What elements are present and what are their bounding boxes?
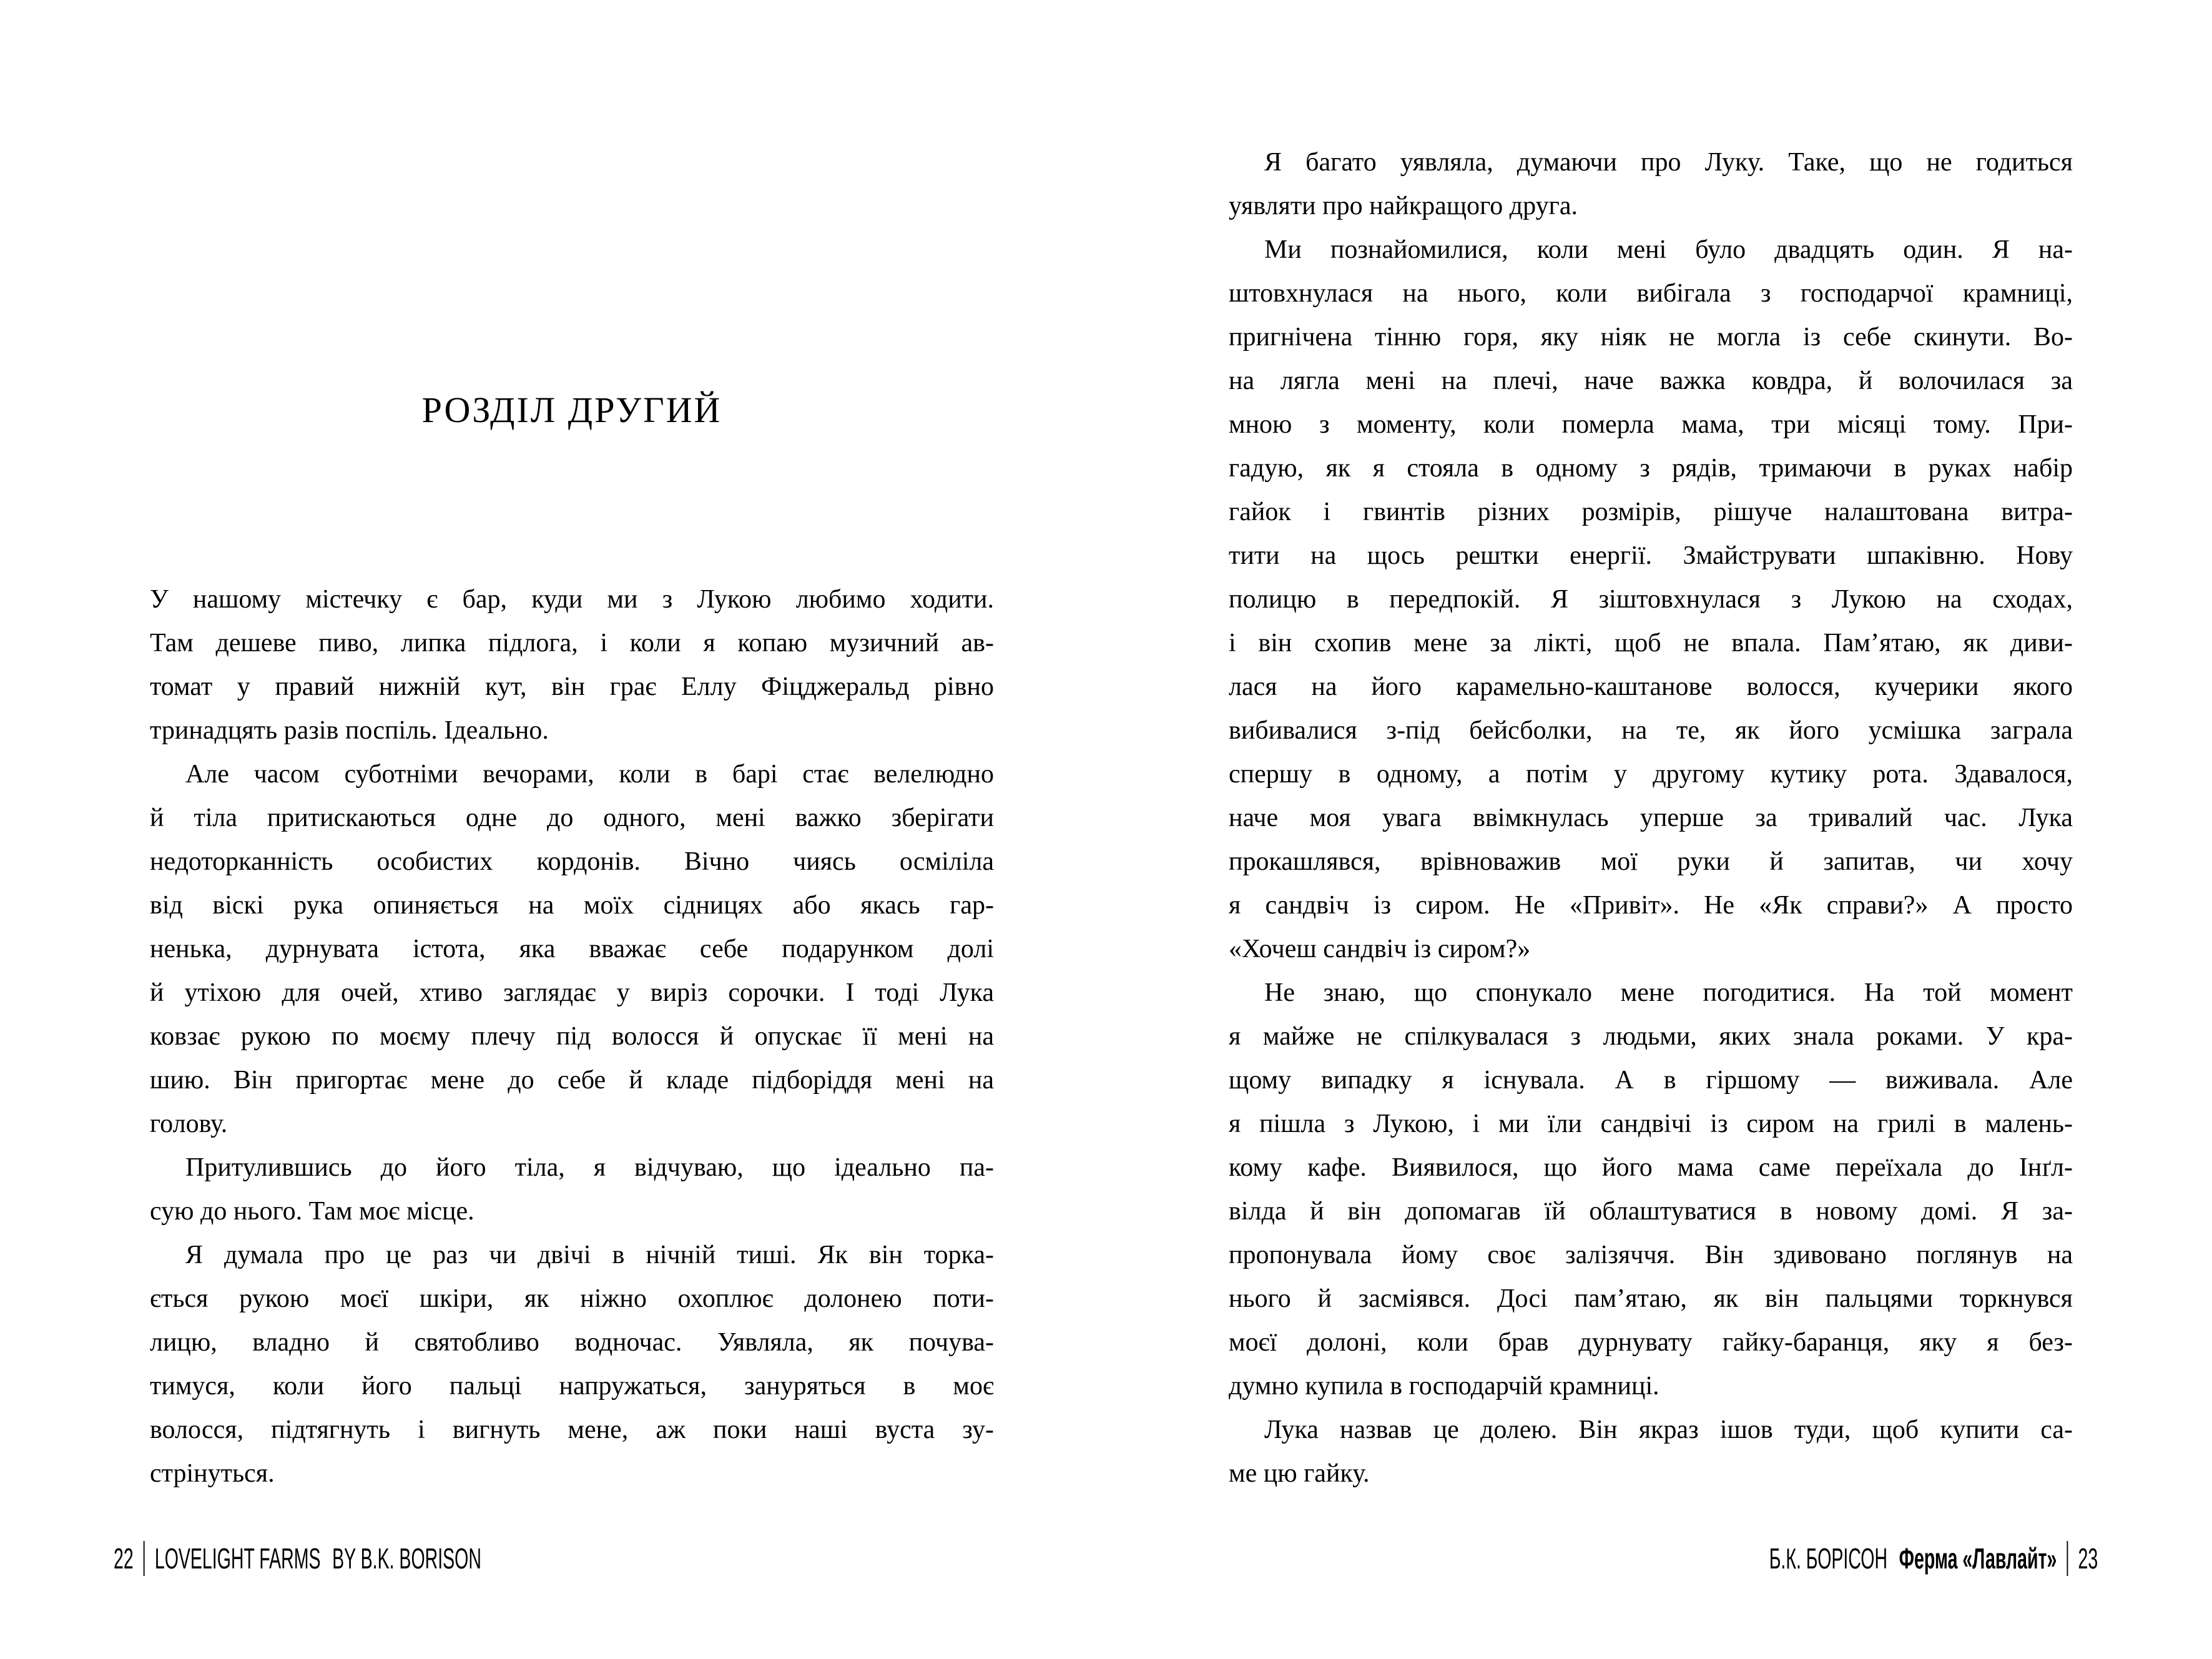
chapter-title: РОЗДІЛ ДРУГИЙ xyxy=(421,390,722,430)
text-line: лася на його карамельно-каштанове волосся, кучерики якого xyxy=(1229,672,2073,701)
text-line: і він схопив мене за лікті, щоб не впала. Пам’ятаю, як диви- xyxy=(1229,629,2073,657)
text-line: Не знаю, що спонукало мене погодитися. На той момент xyxy=(1264,978,2073,1007)
text-line: мною з моменту, коли померла мама, три місяці тому. При- xyxy=(1229,410,2073,439)
text-line: томат у правий нижній кут, він грає Еллу Фіцджеральд рівно xyxy=(150,672,994,701)
text-line: вибивалися з-під бейсболки, на те, як його усмішка заграла xyxy=(1229,716,2073,745)
text-line: недоторканність особистих кордонів. Вічно чиясь осміліла xyxy=(150,847,994,876)
text-line: ється рукою моєї шкіри, як ніжно охоплює долонею поти- xyxy=(150,1284,994,1313)
right-page-text-block xyxy=(1229,140,2073,1495)
text-line: я пішла з Лукою, і ми їли сандвічі із сиром на грилі в малень- xyxy=(1229,1110,2073,1138)
text-line: сую до нього. Там моє місце. xyxy=(150,1197,474,1226)
text-line: Лука назвав це долею. Він якраз ішов туди, щоб купити са- xyxy=(1264,1415,2073,1444)
text-line: штовхнулася на нього, коли вибігала з господарчої крамниці, xyxy=(1229,279,2073,308)
text-line: нього й засміявся. Досі пам’ятаю, як він пальцями торкнувся xyxy=(1229,1284,2073,1313)
text-line: вілда й він допомагав їй облаштуватися в новому домі. Я за- xyxy=(1229,1197,2073,1226)
text-line: шию. Він пригортає мене до себе й кладе підборіддя мені на xyxy=(150,1066,994,1095)
text-line: й утіхою для очей, хтиво заглядає у виріз сорочки. І тоді Лука xyxy=(150,978,994,1007)
text-line: прокашлявся, врівноважив мої руки й запитав, чи хочу xyxy=(1229,847,2073,876)
footer-author-left: BY B.K. BORISON xyxy=(332,1542,481,1575)
text-line: гадую, як я стояла в одному з рядів, тримаючи в руках набір xyxy=(1229,454,2073,483)
page-number-right: 23 xyxy=(2078,1542,2098,1575)
text-line: Я багато уявляла, думаючи про Луку. Таке, що не годиться xyxy=(1264,148,2073,177)
footer-left xyxy=(114,1540,481,1577)
text-line: Але часом суботніми вечорами, коли в барі стає велелюдно xyxy=(185,760,994,789)
text-line: я майже не спілкувалася з людьми, яких знала роками. У кра- xyxy=(1229,1022,2073,1051)
text-line: я сандвіч із сиром. Не «Привіт». Не «Як справи?» А просто xyxy=(1229,891,2073,920)
footer-right xyxy=(1769,1540,2098,1577)
text-line: гайок і гвинтів різних розмірів, рішуче налаштована витра- xyxy=(1229,498,2073,526)
text-line: стрінуться. xyxy=(150,1459,275,1488)
text-line: й тіла притискаються одне до одного, мені важко зберігати xyxy=(150,804,994,832)
page-number-left: 22 xyxy=(114,1542,134,1575)
text-line: від віскі рука опиняється на моїх сідницях або якась гар- xyxy=(150,891,994,920)
page-right xyxy=(1106,0,2212,1659)
text-line: Ми познайомилися, коли мені було двадцять один. Я на- xyxy=(1264,235,2073,264)
text-line: лицю, владно й святобливо водночас. Уявляла, як почува- xyxy=(150,1328,994,1357)
text-line: моєї долоні, коли брав дурнувату гайку-баранця, яку я без- xyxy=(1229,1328,2073,1357)
text-line: ненька, дурнувата істота, яка вважає себе подарунком долі xyxy=(150,935,994,963)
text-line: тринадцять разів поспіль. Ідеально. xyxy=(150,716,549,745)
text-line: пригнічена тінню горя, яку ніяк не могла із себе скинути. Во- xyxy=(1229,323,2073,352)
text-line: наче моя увага ввімкнулась уперше за тривалий час. Лука xyxy=(1229,804,2073,832)
text-line: пропонувала йому своє залізяччя. Він здивовано поглянув на xyxy=(1229,1241,2073,1269)
footer-book-title-right: Ферма «Лавлайт» xyxy=(1899,1542,2057,1575)
text-line: волосся, підтягнуть і вигнуть мене, аж поки наші вуста зу- xyxy=(150,1415,994,1444)
text-line: ме цю гайку. xyxy=(1229,1459,1370,1488)
text-line: на лягла мені на плечі, наче важка ковдра, й волочилася за xyxy=(1229,367,2073,395)
text-line: голову. xyxy=(150,1110,228,1138)
text-line: ковзає рукою по моєму плечу під волосся й опускає її мені на xyxy=(150,1022,994,1051)
footer-divider-left xyxy=(144,1541,145,1576)
text-line: «Хочеш сандвіч із сиром?» xyxy=(1229,935,1531,963)
left-page-text-block xyxy=(150,578,994,1495)
text-line: щому випадку я існувала. А в гіршому — виживала. Але xyxy=(1229,1066,2073,1095)
text-line: тити на щось рештки енергії. Змайструвати шпаківню. Нову xyxy=(1229,541,2073,570)
text-line: уявляти про найкращого друга. xyxy=(1229,192,1578,220)
text-line: У нашому містечку є бар, куди ми з Лукою любимо ходити. xyxy=(150,585,994,614)
footer-author-right: Б.К. БОРІСОН xyxy=(1769,1542,1887,1575)
footer-divider-right xyxy=(2067,1541,2068,1576)
text-line: Притулившись до його тіла, я відчуваю, що ідеально па- xyxy=(185,1153,994,1182)
footer-book-title-left: LOVELIGHT FARMS xyxy=(154,1542,321,1575)
text-line: полицю в передпокій. Я зіштовхнулася з Лукою на сходах, xyxy=(1229,585,2073,614)
text-line: кому кафе. Виявилося, що його мама саме переїхала до Інґл- xyxy=(1229,1153,2073,1182)
text-line: тимуся, коли його пальці напружаться, зануряться в моє xyxy=(150,1372,994,1401)
text-line: думно купила в господарчій крамниці. xyxy=(1229,1372,1659,1401)
text-line: спершу в одному, а потім у другому кутику рота. Здавалося, xyxy=(1229,760,2073,789)
text-line: Там дешеве пиво, липка підлога, і коли я копаю музичний ав- xyxy=(150,629,994,657)
text-line: Я думала про це раз чи двічі в нічній тиші. Як він торка- xyxy=(185,1241,994,1269)
